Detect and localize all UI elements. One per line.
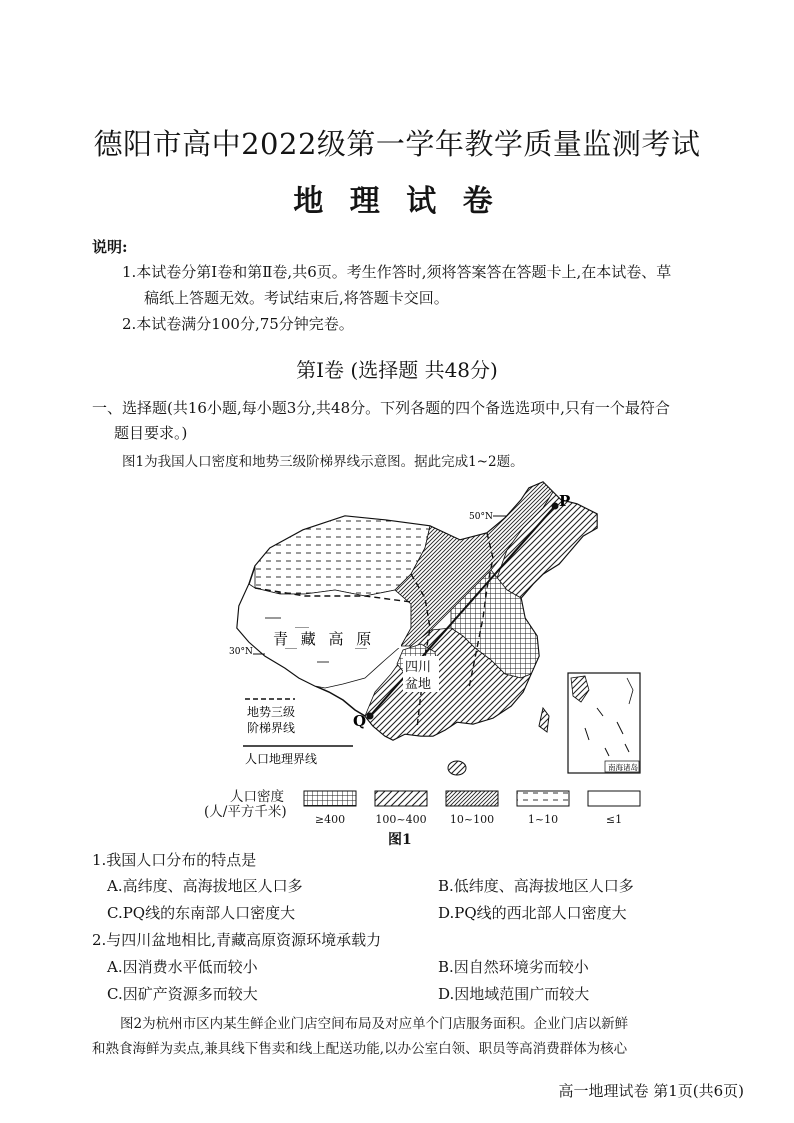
- density-legend-swatches: [302, 790, 642, 808]
- point-p-marker: [552, 503, 559, 510]
- legend-dashed-label-2: 阶梯界线: [247, 721, 296, 735]
- inset-label: 南海诸岛: [608, 763, 638, 772]
- swatch-100-400: [375, 791, 427, 806]
- question-1-option-c: C.PQ线的东南部人口密度大: [107, 904, 296, 922]
- hainan-island: [448, 761, 466, 775]
- instruction-line-1: 一、选择题(共16小题,每小题3分,共48分。下列各题的四个备选选项中,只有一个最符合: [92, 399, 670, 417]
- question-2-option-c: C.因矿产资源多而较大: [107, 985, 258, 1003]
- plateau-label: 青 藏 高 原: [273, 630, 376, 648]
- exam-title: 德阳市高中2022级第一学年教学质量监测考试: [93, 127, 701, 161]
- question-1-option-d: D.PQ线的西北部人口密度大: [438, 904, 627, 922]
- question-1-option-b: B.低纬度、高海拔地区人口多: [438, 877, 634, 895]
- figure-intro: 图1为我国人口密度和地势三级阶梯界线示意图。据此完成1~2题。: [122, 454, 524, 470]
- section-1-title: 第Ⅰ卷 (选择题 共48分): [296, 358, 498, 382]
- question-1-option-a: A.高纬度、高海拔地区人口多: [107, 877, 303, 895]
- taiwan-island: [539, 708, 549, 732]
- lat-50-label: 50°N: [469, 512, 493, 522]
- point-p-label: P: [559, 492, 571, 510]
- subject-title: 地 理 试 卷: [293, 184, 501, 219]
- legend-class-1: ≥400: [314, 813, 346, 826]
- question-2-stem: 2.与四川盆地相比,青藏高原资源环境承载力: [92, 931, 382, 949]
- point-q-marker: [367, 713, 374, 720]
- notes-item-2: 2.本试卷满分100分,75分钟完卷。: [122, 315, 354, 333]
- point-q-label: Q: [353, 712, 367, 730]
- question-2-option-d: D.因地域范围广而较大: [438, 985, 590, 1003]
- question-1-stem: 1.我国人口分布的特点是: [92, 851, 257, 869]
- region-northeast: [497, 492, 597, 598]
- notes-item-1-line-1: 1.本试卷分第Ⅰ卷和第Ⅱ卷,共6页。考生作答时,须将答案答在答题卡上,在本试卷、草: [122, 263, 672, 281]
- legend-class-4: 1~10: [527, 813, 559, 826]
- basin-label-2: 盆地: [405, 677, 432, 692]
- density-title-2: (人/平方千米): [204, 804, 287, 820]
- swatch-10-100: [446, 791, 498, 806]
- passage-line-2: 和熟食海鲜为卖点,兼具线下售卖和线上配送功能,以办公室白领、职员等高消费群体为核心: [92, 1041, 628, 1057]
- notes-item-1-line-2: 稿纸上答题无效。考试结束后,将答题卡交回。: [144, 289, 449, 307]
- legend-class-5: ≤1: [605, 813, 623, 826]
- basin-label-1: 四川: [405, 660, 432, 675]
- density-title-1: 人口密度: [230, 789, 284, 805]
- notes-heading: 说明:: [92, 238, 128, 256]
- china-population-map: [225, 478, 655, 780]
- legend-class-2: 100~400: [375, 813, 427, 826]
- legend-solid-label: 人口地理界线: [245, 752, 318, 766]
- lat-30-label: 30°N: [229, 647, 253, 657]
- question-2-option-a: A.因消费水平低而较小: [107, 958, 258, 976]
- question-2-option-b: B.因自然环境劣而较小: [438, 958, 589, 976]
- swatch-1-10: [517, 791, 569, 806]
- passage-line-1: 图2为杭州市区内某生鲜企业门店空间布局及对应单个门店服务面积。企业门店以新鲜: [120, 1016, 629, 1032]
- legend-dashed-label-1: 地势三级: [247, 705, 296, 719]
- instruction-line-2: 题目要求。): [114, 424, 188, 442]
- page-footer: 高一地理试卷 第1页(共6页): [558, 1082, 744, 1100]
- swatch-ge-400: [304, 791, 356, 806]
- legend-class-3: 10~100: [449, 813, 495, 826]
- swatch-le-1: [588, 791, 640, 806]
- figure-caption: 图1: [388, 832, 412, 848]
